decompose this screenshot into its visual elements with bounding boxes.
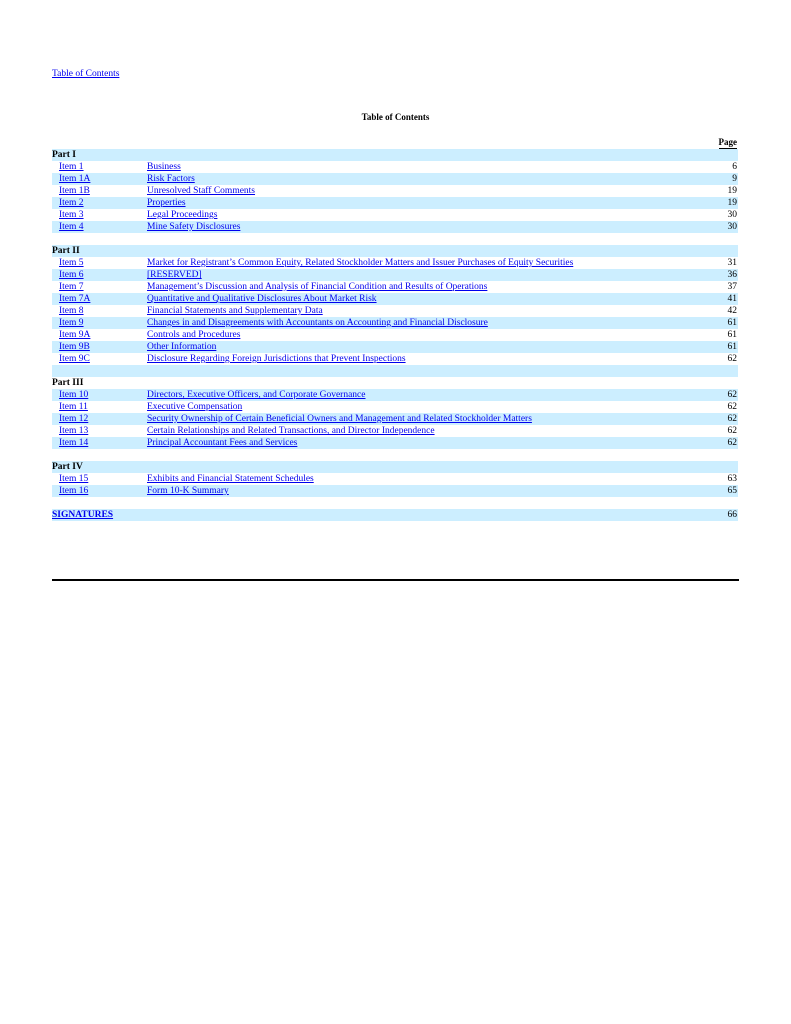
item-link[interactable]: Item 4 bbox=[59, 222, 84, 232]
spacer-row bbox=[52, 449, 738, 461]
toc-row bbox=[52, 425, 738, 437]
toc-row bbox=[52, 437, 738, 449]
page-number: 62 bbox=[727, 354, 737, 364]
part-label: Part III bbox=[52, 378, 84, 388]
toc-row bbox=[52, 305, 738, 317]
page-number: 62 bbox=[727, 414, 737, 424]
item-link[interactable]: Item 7 bbox=[59, 282, 84, 292]
toc-row bbox=[52, 317, 738, 329]
part-label: Part IV bbox=[52, 462, 83, 472]
item-description-link[interactable]: Directors, Executive Officers, and Corporate Governance bbox=[147, 390, 366, 400]
page-number: 9 bbox=[732, 174, 737, 184]
page-number: 62 bbox=[727, 426, 737, 436]
page-number: 6 bbox=[732, 162, 737, 172]
page-number: 37 bbox=[727, 282, 737, 292]
toc-table bbox=[52, 149, 738, 521]
page-number: 30 bbox=[727, 210, 737, 220]
page-number: 62 bbox=[727, 390, 737, 400]
toc-row bbox=[52, 257, 738, 269]
item-description-link[interactable]: Principal Accountant Fees and Services bbox=[147, 438, 298, 448]
item-description-link[interactable]: Form 10-K Summary bbox=[147, 486, 229, 496]
item-description-link[interactable]: Properties bbox=[147, 198, 186, 208]
item-link[interactable]: Item 1 bbox=[59, 162, 84, 172]
page-number: 31 bbox=[727, 258, 737, 268]
item-description-link[interactable]: Security Ownership of Certain Beneficial Owners and Management and Related Stockholder Matters bbox=[147, 414, 532, 424]
item-link[interactable]: Item 9C bbox=[59, 354, 90, 364]
item-description-link[interactable]: Quantitative and Qualitative Disclosures About Market Risk bbox=[147, 294, 377, 304]
toc-row bbox=[52, 197, 738, 209]
item-link[interactable]: Item 7A bbox=[59, 294, 91, 304]
toc-row bbox=[52, 389, 738, 401]
toc-row bbox=[52, 341, 738, 353]
item-link[interactable]: Item 14 bbox=[59, 438, 89, 448]
item-link[interactable]: Item 13 bbox=[59, 426, 89, 436]
item-link[interactable]: Item 3 bbox=[59, 210, 84, 220]
page-number: 41 bbox=[727, 294, 737, 304]
toc-row bbox=[52, 413, 738, 425]
page-number: 30 bbox=[727, 222, 737, 232]
toc-row bbox=[52, 281, 738, 293]
page-divider bbox=[52, 579, 739, 581]
page-column-header bbox=[52, 136, 738, 148]
toc-row bbox=[52, 473, 738, 485]
spacer-row bbox=[52, 233, 738, 245]
page-number: 19 bbox=[727, 198, 737, 208]
item-link[interactable]: Item 10 bbox=[59, 390, 89, 400]
item-link[interactable]: Item 1B bbox=[59, 186, 90, 196]
item-link[interactable]: Item 16 bbox=[59, 486, 89, 496]
table-of-contents-link[interactable]: Table of Contents bbox=[52, 69, 120, 79]
toc-row bbox=[52, 185, 738, 197]
page-number: 61 bbox=[727, 330, 737, 340]
spacer-row bbox=[52, 365, 738, 377]
page-number: 63 bbox=[727, 474, 737, 484]
page-number: 62 bbox=[727, 438, 737, 448]
page-number: 66 bbox=[727, 510, 737, 520]
toc-row bbox=[52, 485, 738, 497]
page-number: 65 bbox=[727, 486, 737, 496]
item-description-link[interactable]: Certain Relationships and Related Transactions, and Director Independence bbox=[147, 426, 435, 436]
item-description-link[interactable]: Other Information bbox=[147, 342, 217, 352]
page-number: 61 bbox=[727, 318, 737, 328]
item-description-link[interactable]: Exhibits and Financial Statement Schedules bbox=[147, 474, 314, 484]
part-heading-row bbox=[52, 245, 738, 257]
toc-row bbox=[52, 401, 738, 413]
part-heading-row bbox=[52, 461, 738, 473]
page-header-label: Page bbox=[718, 137, 737, 147]
item-link[interactable]: Item 11 bbox=[59, 402, 88, 412]
toc-row bbox=[52, 269, 738, 281]
item-link[interactable]: Item 1A bbox=[59, 174, 91, 184]
toc-row bbox=[52, 209, 738, 221]
signatures-link[interactable]: SIGNATURES bbox=[52, 510, 114, 520]
item-description-link[interactable]: Controls and Procedures bbox=[147, 330, 241, 340]
part-label: Part I bbox=[52, 150, 77, 160]
page-number: 61 bbox=[727, 342, 737, 352]
item-description-link[interactable]: Mine Safety Disclosures bbox=[147, 222, 241, 232]
item-description-link[interactable]: Legal Proceedings bbox=[147, 210, 218, 220]
toc-title: Table of Contents bbox=[361, 112, 430, 122]
toc-row bbox=[52, 329, 738, 341]
item-link[interactable]: Item 9A bbox=[59, 330, 91, 340]
item-description-link[interactable]: Unresolved Staff Comments bbox=[147, 186, 256, 196]
signatures-row bbox=[52, 509, 738, 521]
item-description-link[interactable]: Market for Registrant’s Common Equity, Related Stockholder Matters and Issuer Purchases of Equity Securities bbox=[147, 258, 574, 268]
item-description-link[interactable]: Management’s Discussion and Analysis of Financial Condition and Results of Operations bbox=[147, 282, 488, 292]
part-label: Part II bbox=[52, 246, 80, 256]
item-link[interactable]: Item 9 bbox=[59, 318, 84, 328]
item-description-link[interactable]: Risk Factors bbox=[147, 174, 195, 184]
page-number: 19 bbox=[727, 186, 737, 196]
part-heading-row bbox=[52, 377, 738, 389]
item-link[interactable]: Item 6 bbox=[59, 270, 84, 280]
item-description-link[interactable]: Business bbox=[147, 162, 181, 172]
item-link[interactable]: Item 8 bbox=[59, 306, 84, 316]
item-description-link[interactable]: Executive Compensation bbox=[147, 402, 243, 412]
toc-row bbox=[52, 293, 738, 305]
page-number: 42 bbox=[727, 306, 737, 316]
item-link[interactable]: Item 2 bbox=[59, 198, 84, 208]
toc-row bbox=[52, 353, 738, 365]
spacer-row bbox=[52, 497, 738, 509]
item-link[interactable]: Item 12 bbox=[59, 414, 89, 424]
item-description-link[interactable]: Disclosure Regarding Foreign Jurisdictions that Prevent Inspections bbox=[147, 354, 406, 364]
item-description-link[interactable]: [RESERVED] bbox=[147, 270, 202, 280]
toc-row bbox=[52, 161, 738, 173]
page-number: 62 bbox=[727, 402, 737, 412]
item-description-link[interactable]: Changes in and Disagreements with Accountants on Accounting and Financial Disclosure bbox=[147, 318, 488, 328]
toc-row bbox=[52, 221, 738, 233]
item-link[interactable]: Item 15 bbox=[59, 474, 89, 484]
item-link[interactable]: Item 5 bbox=[59, 258, 84, 268]
page-number: 36 bbox=[727, 270, 737, 280]
item-link[interactable]: Item 9B bbox=[59, 342, 90, 352]
item-description-link[interactable]: Financial Statements and Supplementary Data bbox=[147, 306, 323, 316]
toc-row bbox=[52, 173, 738, 185]
part-heading-row bbox=[52, 149, 738, 161]
